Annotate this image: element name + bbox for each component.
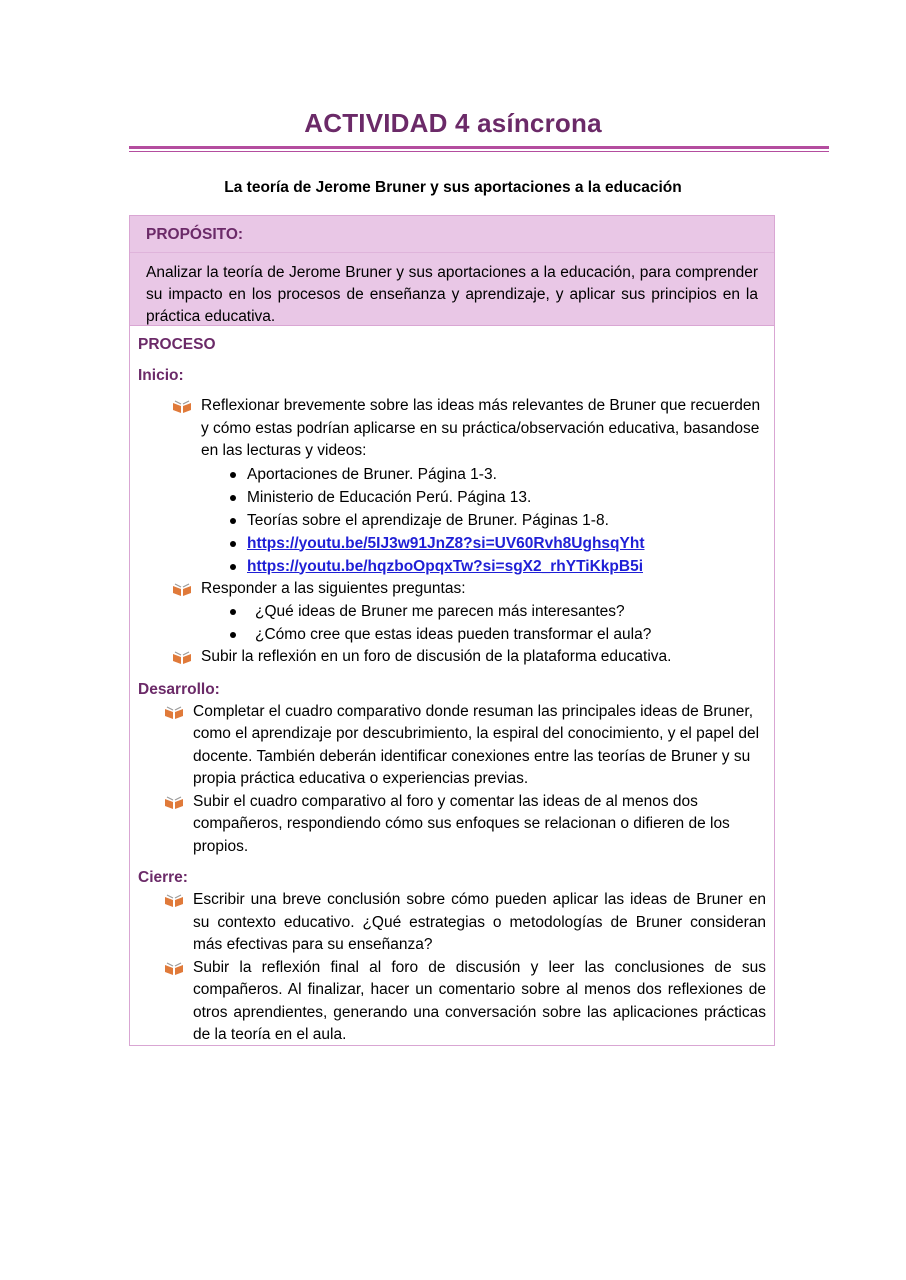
inicio-list	[138, 395, 766, 669]
resource-list	[201, 463, 766, 578]
question-list	[201, 600, 766, 646]
resource-item: Ministerio de Educación Perú. Página 13.	[201, 486, 766, 509]
book-bullet-icon	[164, 705, 184, 719]
cierre-list	[138, 889, 766, 1047]
inicio-item-text: Reflexionar brevemente sobre las ideas más relevantes de Bruner que recuerden y cómo estas podrían aplicarse en su práctica/observación educativa, basandose en las lecturas y videos:	[201, 397, 761, 459]
desarrollo-heading: Desarrollo:	[138, 680, 220, 698]
list-item	[138, 646, 766, 669]
book-bullet-icon	[164, 961, 184, 975]
resource-item: Aportaciones de Bruner. Página 1-3.	[201, 463, 766, 486]
video-link[interactable]: https://youtu.be/hqzboOpqxTw?si=sgX2_rhYTiKkpB5i	[247, 557, 643, 575]
book-bullet-icon	[172, 399, 192, 413]
list-item	[138, 578, 766, 647]
resource-link-item	[201, 555, 766, 578]
desarrollo-item-text: Subir el cuadro comparativo al foro y comentar las ideas de al menos dos compañeros, respondiendo cómo sus enfoques se relacionan o difieren de los propios.	[193, 792, 730, 855]
resource-item: Teorías sobre el aprendizaje de Bruner. Páginas 1-8.	[201, 509, 766, 532]
process-section	[130, 326, 774, 1047]
book-bullet-icon	[164, 893, 184, 907]
list-item	[138, 957, 766, 1047]
purpose-section	[130, 216, 774, 326]
desarrollo-list	[138, 701, 766, 859]
book-bullet-icon	[164, 795, 184, 809]
inicio-item-text: Subir la reflexión en un foro de discusión de la plataforma educativa.	[201, 648, 672, 665]
list-item	[138, 701, 766, 791]
inicio-item-text: Responder a las siguientes preguntas:	[201, 579, 466, 597]
cierre-item-text: Subir la reflexión final al foro de discusión y leer las conclusiones de sus compañeros. Al finalizar, hacer un comentario sobre al menos dos reflexiones de otros aprendientes, generando una conversación sobre las aplicaciones prácticas de la teoría en el aula.	[193, 958, 766, 1043]
title-rule-thin	[129, 151, 829, 152]
book-bullet-icon	[172, 650, 192, 664]
video-link[interactable]: https://youtu.be/5IJ3w91JnZ8?si=UV60Rvh8UghsqYht	[247, 534, 645, 552]
desarrollo-item-text: Completar el cuadro comparativo donde resuman las principales ideas de Bruner, como el aprendizaje por descubrimiento, la espiral del conocimiento, y el papel del docente. También deberán identificar conexiones entre las teorías de Bruner y su propia práctica educativa o experiencias previas.	[193, 702, 760, 787]
cierre-item-text: Escribir una breve conclusión sobre cómo pueden aplicar las ideas de Bruner en su contexto educativo. ¿Qué estrategias o metodologías de Bruner consideran más efectivas para su enseñanza?	[193, 891, 766, 953]
question-item: ¿Qué ideas de Bruner me parecen más interesantes?	[201, 600, 766, 623]
list-item	[138, 395, 766, 578]
resource-link-item	[201, 532, 766, 555]
title-rule	[129, 146, 829, 149]
cierre-heading: Cierre:	[138, 869, 188, 886]
purpose-text: Analizar la teoría de Jerome Bruner y sus aportaciones a la educación, para comprender su impacto en los procesos de enseñanza y aprendizaje, y aplicar sus principios en la práctica educativa.	[146, 264, 758, 325]
list-item	[138, 889, 766, 957]
book-bullet-icon	[172, 582, 192, 596]
list-item	[138, 791, 766, 859]
activity-box	[129, 215, 775, 1046]
question-item: ¿Cómo cree que estas ideas pueden transformar el aula?	[201, 623, 766, 646]
page-subtitle: La teoría de Jerome Bruner y sus aportaciones a la educación	[224, 179, 682, 196]
purpose-label: PROPÓSITO:	[130, 226, 774, 253]
process-heading: PROCESO	[138, 336, 216, 353]
inicio-heading: Inicio:	[138, 367, 184, 384]
page-title: ACTIVIDAD 4 asíncrona	[304, 108, 602, 138]
